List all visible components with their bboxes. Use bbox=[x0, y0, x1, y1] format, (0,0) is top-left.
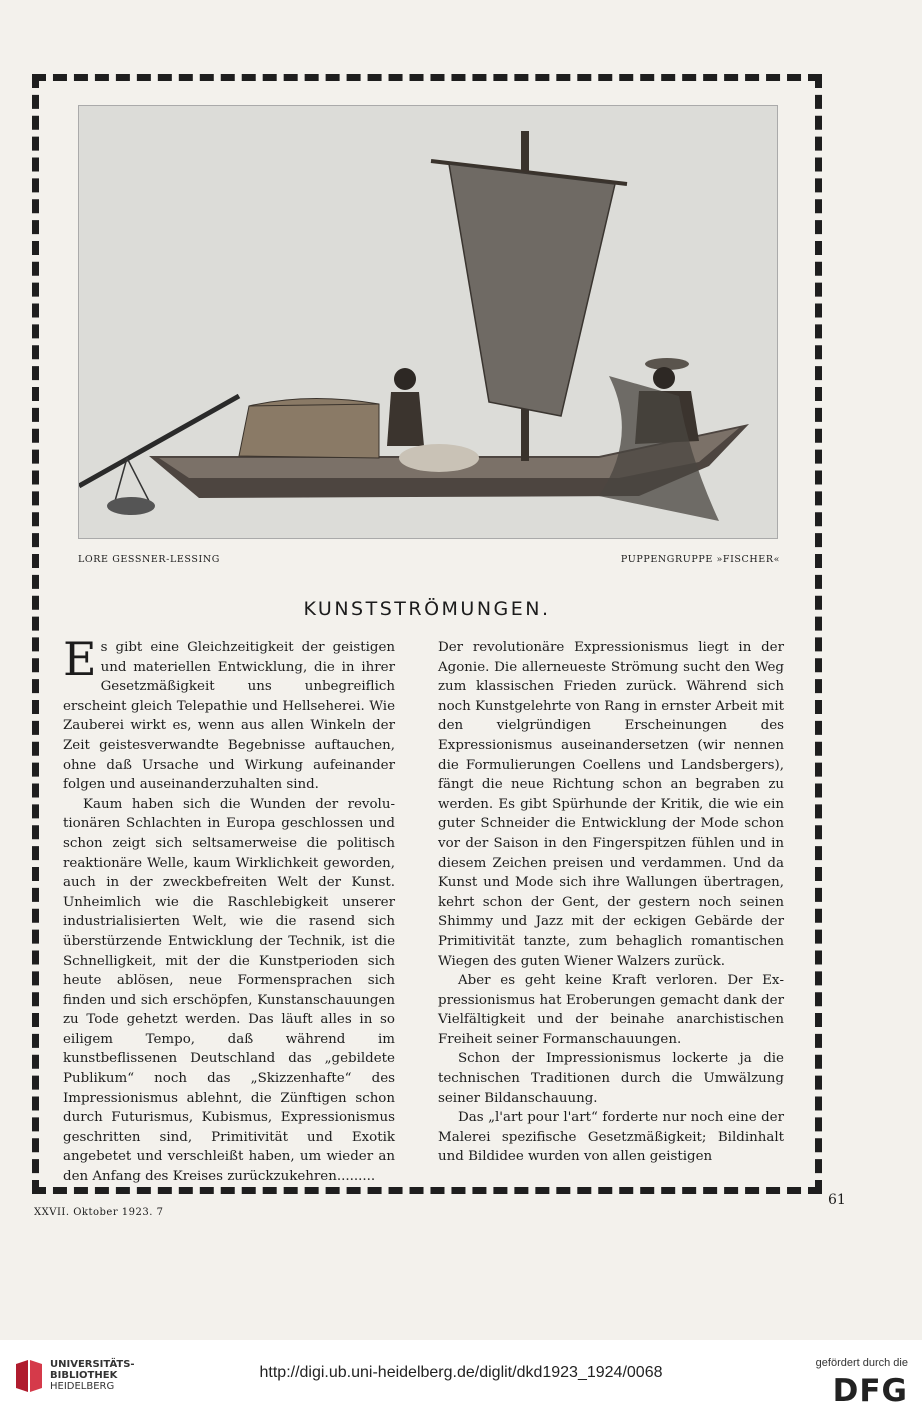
paragraph: Kaum haben sich die Wunden der revolutionären Schlachten in Europa geschlossen und schon zeigt sich seltsamerweise die politisch reaktionäre Welle, kaum Wirklichkeit geworden, auch in der zweckbefreiten Welt der Kunst. Unheimlich wie die Raschlebigkeit unserer industrialisierten Welt, wie die rasend sich überstürzende Entwicklung der Technik, ist die Schnelligkeit, mit der die Kunstperioden sich heute ablösen, neue Formensprachen sich finden und sich erschöpfen, Kunstanschauungen zu Tode gehetzt werden. Das läuft alles in so eiligem Tempo, daß während im kunstbeflissenen Deutschland das „gebildete Publikum“ noch das „Skizzenhafte“ des Impressionismus ablehnt, die Zünftigen schon durch Futurismus, Kubismus, Expressionismus geschritten sind, Primitivität und Exotik angebetet und verschleißt haben, um wieder an den Anfang des Kreises zurückzukehren......... bbox=[63, 796, 395, 1185]
photo-caption-artist: LORE GESSNER-LESSING bbox=[78, 554, 220, 565]
page-number: 61 bbox=[828, 1192, 846, 1208]
library-name[interactable]: UNIVERSITÄTS- BIBLIOTHEK HEIDELBERG bbox=[50, 1359, 135, 1392]
paragraph: Der revolutionäre Expressionismus liegt in der Agonie. Die allerneueste Strömung sucht den Weg zum klassischen Frieden zurück. Während sich noch Kunstgelehrte von Rang in ernster Arbeit mit den vielgründigen Erscheinungen des Expressionismus auseinandersetzen (wir nennen die Formulierungen Coellens und Landsbergers), fängt die neue Richtung schon an begraben zu werden. Es gibt Spürhunde der Kritik, die wie ein guter Schneider die Entwicklung der Mode schon vor der Saison in den Fingerspitzen fühlen und in diesem Zeichen preisen und verdammen. Und da Kunst und Mode sich ihre Wallungen übertragen, kehrt schon der Gent, der gestern noch seinen Shimmy und Jazz mit der eckigen Gebärde der Primitivität tanzte, zum behaglich romantischen Wiegen des guten Wiener Walzers zurück. bbox=[438, 640, 784, 969]
paragraph: Das „l'art pour l'art“ forderte nur noch eine der Malerei spezifische Gesetzmäßigkeit; Bildinhalt und Bildidee wurden von allen geistigen bbox=[438, 1110, 784, 1165]
permalink-url[interactable]: http://digi.ub.uni-heidelberg.de/diglit/dkd1923_1924/0068 bbox=[259, 1364, 663, 1381]
paragraph: Aber es geht keine Kraft verloren. Der Expressionismus hat Eroberungen gemacht dank der Vielfältigkeit und der beinahe anarchistischen Freiheit seiner Formanschauungen. bbox=[438, 973, 784, 1047]
article-column-left bbox=[63, 632, 395, 1187]
photo-puppet-boat bbox=[78, 105, 778, 539]
paragraph: Es gibt eine Gleichzeitigkeit der geistigen und materiellen Entwicklung, die in ihrer Gesetzmäßigkeit uns unbegreiflich erscheint gleich Telepathie und Hellseherei. Wie Zauberei wirkt es, wenn aus allen Winkeln der Zeit geistesverwandte Begebnisse auftauchen, ohne daß Ursache und Wirkung aufeinander folgen und auseinanderzuhalten sind. bbox=[63, 632, 395, 793]
article-title: KUNSTSTRÖMUNGEN. bbox=[303, 598, 551, 620]
sponsor-label: gefördert durch die bbox=[815, 1357, 908, 1369]
dfg-logo[interactable]: DFG bbox=[832, 1373, 908, 1409]
drop-cap: E bbox=[63, 632, 97, 686]
article-column-right bbox=[438, 638, 784, 1167]
paragraph: Schon der Impressionismus lockerte ja die technischen Traditionen durch die Umwälzung seiner Bildanschauung. bbox=[438, 1051, 784, 1106]
photo-caption-title: PUPPENGRUPPE »FISCHER« bbox=[620, 554, 780, 565]
issue-line: XXVII. Oktober 1923. 7 bbox=[34, 1207, 164, 1218]
